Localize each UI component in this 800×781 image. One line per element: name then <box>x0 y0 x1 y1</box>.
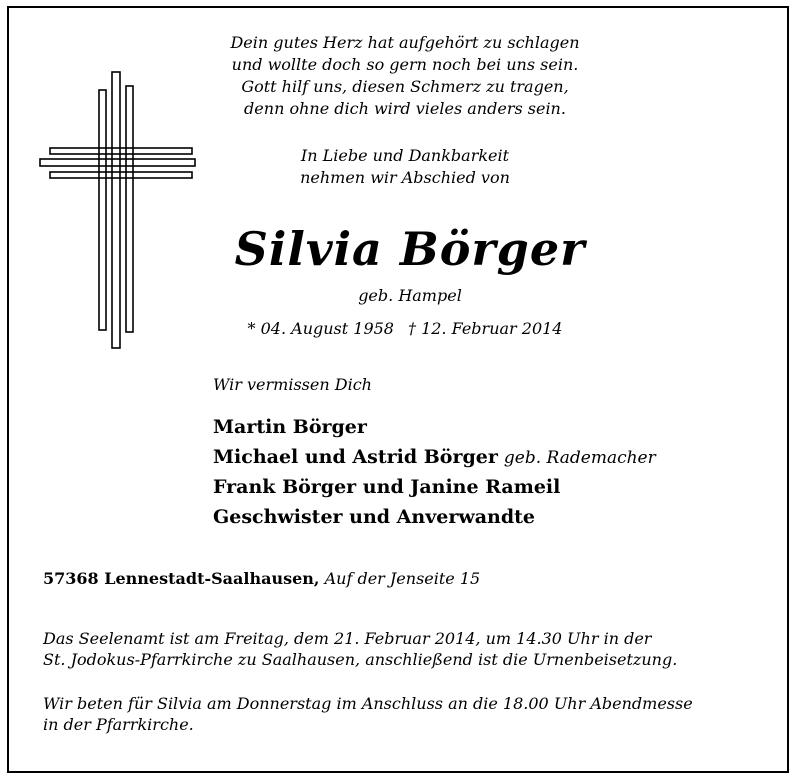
intro-line: In Liebe und Dankbarkeit <box>300 146 510 165</box>
poem-line: denn ohne dich wird vieles anders sein. <box>244 99 566 118</box>
life-dates <box>190 318 620 340</box>
poem-line: und wollte doch so gern noch bei uns sein. <box>231 55 579 74</box>
service-paragraph <box>43 628 763 670</box>
prayer-paragraph <box>43 693 763 735</box>
address-street: Auf der Jenseite 15 <box>324 569 481 588</box>
mourner-name: Martin Börger <box>213 416 367 438</box>
mourners-list <box>213 413 656 532</box>
mourner-item <box>213 473 656 503</box>
mourner-note: geb. Rademacher <box>503 447 656 468</box>
poem-line: Dein gutes Herz hat aufgehört zu schlagen <box>230 33 580 52</box>
miss-line: Wir vermissen Dich <box>213 375 372 394</box>
intro-text <box>195 145 615 189</box>
poem <box>195 32 615 120</box>
poem-line: Gott hilf uns, diesen Schmerz zu tragen, <box>241 77 569 96</box>
address <box>43 568 480 590</box>
birth-date: * 04. August 1958 <box>247 319 394 338</box>
cross-icon <box>38 70 198 352</box>
mourner-name: Michael und Astrid Börger <box>213 445 498 468</box>
death-date: † 12. Februar 2014 <box>407 319 563 338</box>
paragraph-line: Wir beten für Silvia am Donnerstag im Anschluss an die 18.00 Uhr Abendmesse <box>43 694 693 713</box>
mourner-item <box>213 413 656 443</box>
mourner-item <box>213 503 656 533</box>
address-city: 57368 Lennestadt-Saalhausen, <box>43 569 320 588</box>
deceased-name: Silvia Börger <box>234 222 586 276</box>
born-name: geb. Hampel <box>358 286 462 305</box>
mourner-item <box>213 443 656 474</box>
paragraph-line: St. Jodokus-Pfarrkirche zu Saalhausen, anschließend ist die Urnenbeisetzung. <box>43 650 678 669</box>
mourner-name: Frank Börger und Janine Rameil <box>213 476 561 498</box>
paragraph-line: Das Seelenamt ist am Freitag, dem 21. Februar 2014, um 14.30 Uhr in der <box>43 629 652 648</box>
paragraph-line: in der Pfarrkirche. <box>43 715 194 734</box>
mourner-name: Geschwister und Anverwandte <box>213 505 536 528</box>
intro-line: nehmen wir Abschied von <box>300 168 510 187</box>
